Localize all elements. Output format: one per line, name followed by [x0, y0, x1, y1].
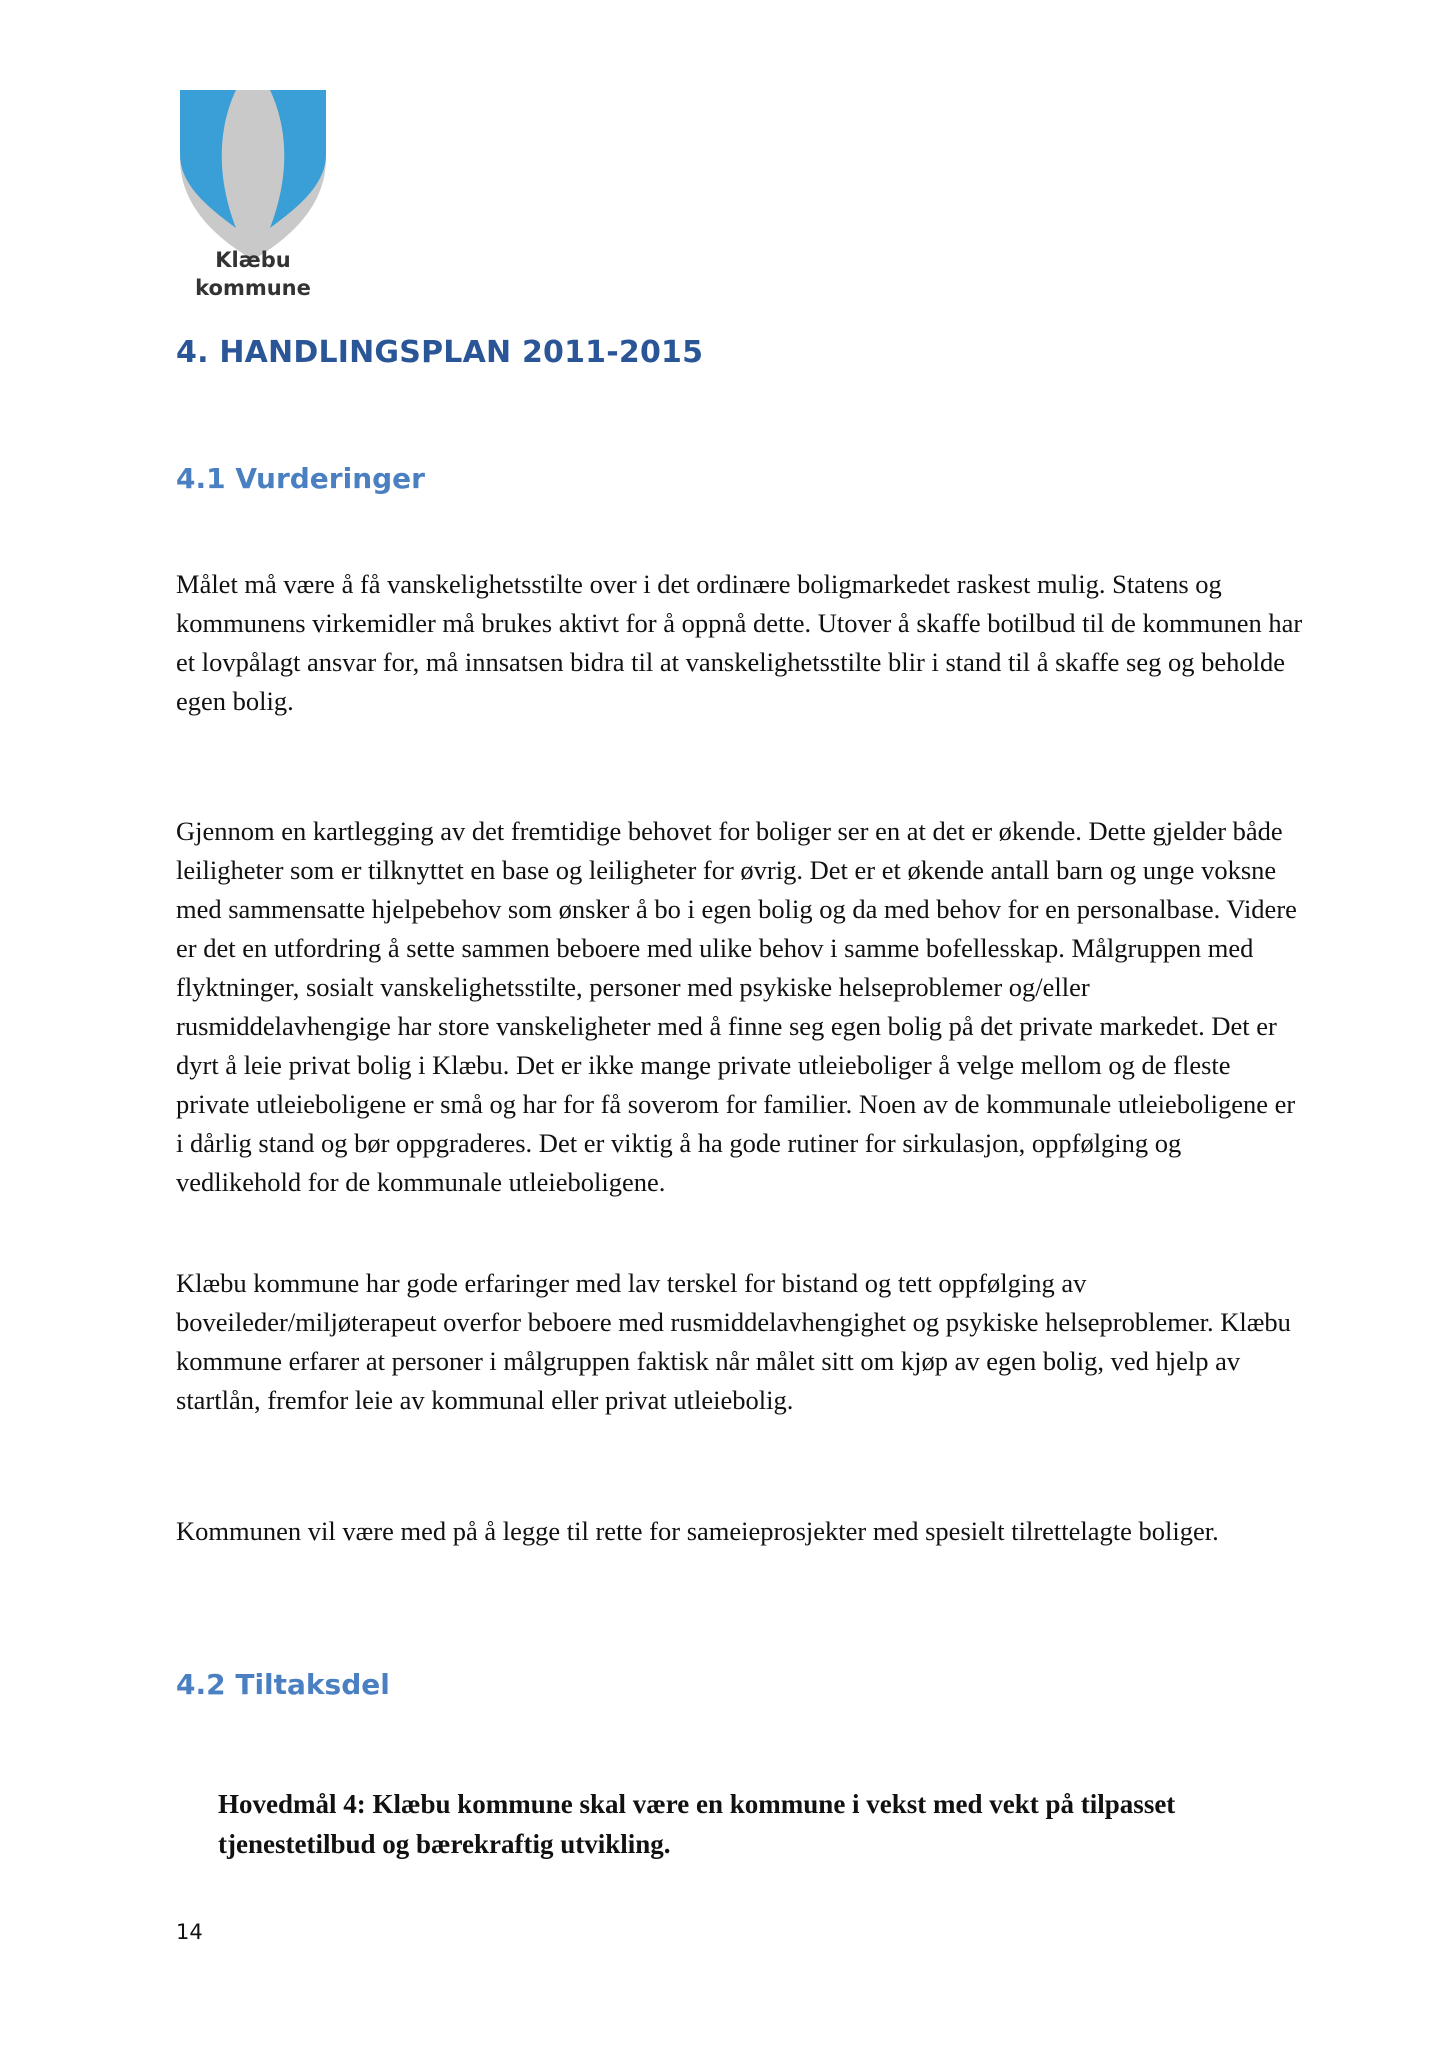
section-heading-vurderinger: 4.1 Vurderinger [176, 462, 425, 495]
klaebu-coat-of-arms-logo [178, 88, 328, 310]
paragraph-4: Kommunen vil være med på å legge til rette for sameieprosjekter med spesielt tilrettelagte boliger. [176, 1516, 1219, 1546]
logo-name-line2: kommune [195, 276, 311, 300]
paragraph-1: Målet må være å få vanskelighetsstilte over i det ordinære boligmarkedet raskest mulig. Statens og kommunens virkemidler må brukes aktivt for å oppnå dette. Utover å skaffe botilbud til de kommunen har et lovpålagt ansvar for, må innsatsen bidra til at vanskelighetsstilte blir i stand til å skaffe seg og beholde egen bolig. [176, 569, 1303, 716]
chapter-heading: 4. HANDLINGSPLAN 2011-2015 [176, 335, 704, 370]
main-goal-statement: Hovedmål 4: Klæbu kommune skal være en kommune i vekst med vekt på tilpasset tjenestetilbud og bærekraftig utvikling. [218, 1789, 1176, 1859]
logo-name-line1: Klæbu [215, 248, 291, 272]
paragraph-2: Gjennom en kartlegging av det fremtidige behovet for boliger ser en at det er økende. Dette gjelder både leiligheter som er tilknyttet en base og leiligheter for øvrig. Det er et økende antall barn og unge voksne med sammensatte hjelpebehov som ønsker å bo i egen bolig og da med behov for en personalbase. Videre er det en utfordring å sette sammen beboere med ulike behov i samme bofellesskap. Målgruppen med flyktninger, sosialt vanskelighetsstilte, personer med psykiske helseproblemer og/eller rusmiddelavhengige har store vanskeligheter med å finne seg egen bolig på det private markedet. Det er dyrt å leie privat bolig i Klæbu. Det er ikke mange private utleieboliger å velge mellom og de fleste private utleieboligene er små og har for få soverom for familier. Noen av de kommunale utleieboligene er i dårlig stand og bør oppgraderes. Det er viktig å ha gode rutiner for sirkulasjon, oppfølging og vedlikehold for de kommunale utleieboligene. [176, 816, 1297, 1197]
page-number: 14 [176, 1920, 203, 1944]
shield-icon [178, 88, 328, 268]
paragraph-3: Klæbu kommune har gode erfaringer med lav terskel for bistand og tett oppfølging av boveileder/miljøterapeut overfor beboere med rusmiddelavhengighet og psykiske helseproblemer. Klæbu kommune erfarer at personer i målgruppen faktisk når målet sitt om kjøp av egen bolig, ved hjelp av startlån, fremfor leie av kommunal eller privat utleiebolig. [176, 1268, 1291, 1415]
logo-text [178, 246, 328, 302]
section-heading-tiltaksdel: 4.2 Tiltaksdel [176, 1668, 390, 1701]
